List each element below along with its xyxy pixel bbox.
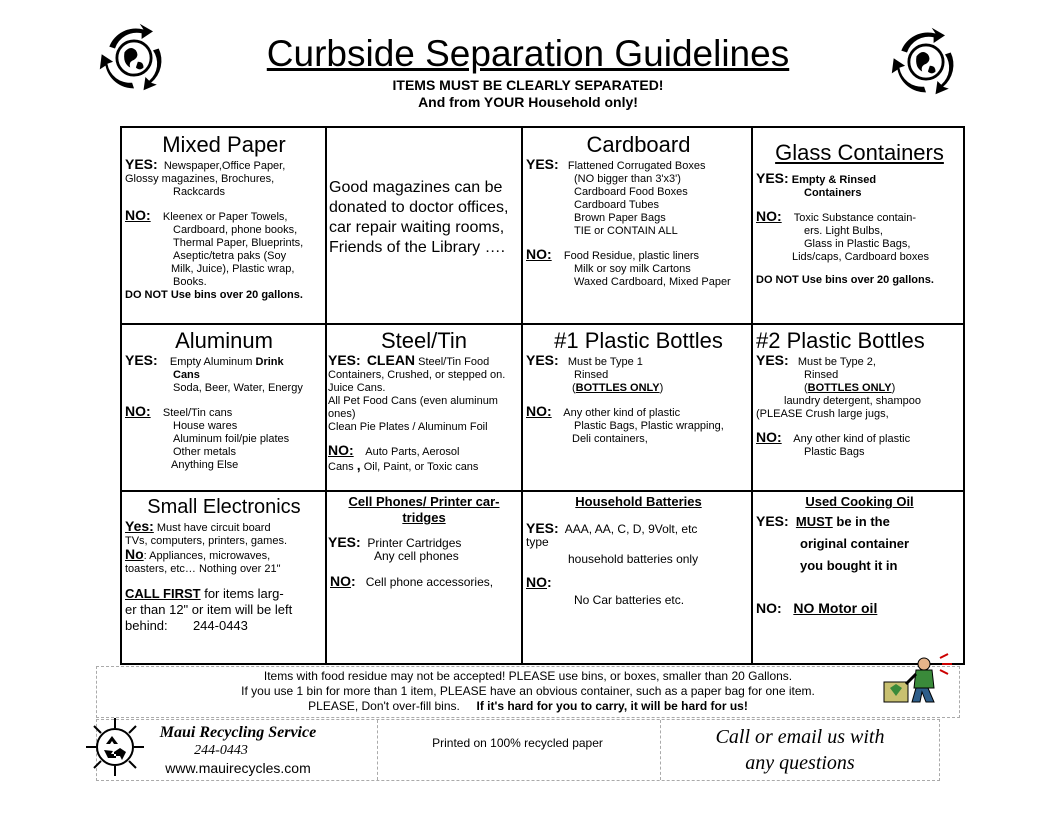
electronics-heading: Small Electronics [147,496,301,518]
mixed-paper-no-2: Cardboard, phone books, [173,224,298,236]
plastic1-paren-close: ) [659,382,664,394]
batteries-no-1: No Car batteries etc. [574,593,685,607]
yes-label: Yes: [125,518,154,534]
steel-tin-section [328,328,520,474]
plastic-2-section [756,328,963,459]
cardboard-no-3: Waxed Cardboard, Mixed Paper [574,276,731,288]
glass-no-2: ers. Light Bulbs, [804,225,883,237]
mixed-paper-note: DO NOT Use bins over 20 gallons. [125,289,303,301]
magazines-note: Good magazines can be donated to doctor offices, car repair waiting rooms, Friends of the Library …. [329,179,509,256]
plastic1-no-3: Deli containers, [572,433,648,445]
plastic2-no-2: Plastic Bags [804,446,865,458]
plastic-1-section [526,328,751,446]
plastic2-no-1: Any other kind of plastic [793,433,911,445]
recycling-worker-icon [880,652,956,708]
aluminum-no-2: House wares [173,420,238,432]
yes-label: YES: [328,352,361,368]
subtitle-household: And from YOUR Household only! [418,94,638,110]
electronics-call-3: behind: [125,618,168,633]
plastic2-yes-1: Must be Type 2, [797,356,876,368]
plastic2-yes-4: laundry detergent, shampoo [784,395,921,407]
steel-no-comma: , [356,457,361,473]
batteries-heading: Household Batteries [575,494,702,509]
oil-yes-2: original container [800,536,910,551]
batteries-no-colon: : [547,574,552,590]
mixed-paper-yes-1: Newspaper,Office Paper, [163,160,286,172]
yes-label: YES: [756,513,789,529]
cardboard-yes-4: Cardboard Tubes [574,199,659,211]
mixed-paper-no-5: Milk, Juice), Plastic wrap, [171,263,295,275]
cooking-oil-section [756,494,963,619]
yes-label: YES: [328,534,361,550]
cardboard-yes-6: TIE or CONTAIN ALL [574,225,678,237]
org-phone: 244-0443 [194,743,248,758]
aluminum-yes-drink: Drink [255,356,284,368]
guidelines-grid [120,126,965,665]
recycled-paper-note: Printed on 100% recycled paper [432,736,603,750]
phones-no-1: Cell phone accessories, [365,575,494,589]
plastic1-yes-2: Rinsed [574,369,609,381]
notice-line-2: If you use 1 bin for more than 1 item, PLEASE have an obvious container, such as a paper bag for one item. [241,684,815,698]
no-label: NO: [526,403,552,419]
mixed-paper-heading: Mixed Paper [162,132,286,157]
steel-clean: CLEAN [366,352,416,368]
cardboard-no-1: Food Residue, plastic liners [563,250,700,262]
plastic-2-heading: #2 Plastic Bottles [756,328,925,353]
no-label: NO: [526,246,552,262]
no-label: NO: [756,429,782,445]
plastic2-paren-open: ( [804,382,808,394]
call-first-label: CALL FIRST [125,586,201,601]
steel-no-1: Auto Parts, Aerosol [365,446,460,458]
electronics-yes-2: TVs, computers, printers, games. [125,535,287,547]
batteries-yes-1: AAA, AA, C, D, 9Volt, etc [564,522,698,536]
notice-line-3b: If it's hard for you to carry, it will be hard for us! [476,699,748,713]
batteries-section [526,494,751,607]
no-label: NO: [125,403,151,419]
phones-heading: Cell Phones/ Printer car-tridges [348,494,500,525]
oil-yes-1: be in the [832,514,890,529]
aluminum-no-4: Other metals [173,446,236,458]
aluminum-yes-3: Soda, Beer, Water, Energy [173,382,303,394]
oil-must: MUST [795,514,833,529]
mixed-paper-yes-3: Rackcards [173,186,225,198]
steel-tin-heading: Steel/Tin [380,328,467,353]
mixed-paper-no-1: Kleenex or Paper Towels, [162,211,288,223]
glass-yes-1: Empty & Rinsed [791,174,877,186]
phones-no-colon: : [351,573,356,589]
sun-recycle-icon [80,716,150,778]
plastic1-no-1: Any other kind of plastic [563,407,681,419]
contact-line-2: any questions [745,752,855,774]
plastic2-yes-5: (PLEASE Crush large jugs, [756,408,889,420]
phones-yes-2: Any cell phones [374,549,459,563]
glass-section [756,140,963,287]
plastic2-yes-2: Rinsed [804,369,839,381]
no-label: NO [330,573,351,589]
electronics-no-2: toasters, etc… Nothing over 21" [125,563,281,575]
glass-note: DO NOT Use bins over 20 gallons. [756,274,934,286]
electronics-no-1: : Appliances, microwaves, [143,550,271,562]
glass-no-4: Lids/caps, Cardboard boxes [792,251,929,263]
cardboard-heading: Cardboard [586,132,691,157]
contact-line-1: Call or email us with [715,726,885,748]
aluminum-heading: Aluminum [175,328,273,353]
cardboard-section [526,132,751,289]
cardboard-no-2: Milk or soy milk Cartons [574,263,691,275]
notice-line-1: Items with food residue may not be accepted! PLEASE use bins, or boxes, smaller than 20 Gallons. [263,669,793,683]
yes-label: YES: [526,352,559,368]
contact-message [660,724,940,776]
batteries-yes-3: household batteries only [568,552,699,566]
mixed-paper-no-6: Books. [173,276,207,288]
glass-yes-2: Containers [804,187,862,199]
glass-no-3: Glass in Plastic Bags, [804,238,911,250]
yes-label: YES: [756,170,789,186]
electronics-phone: 244-0443 [192,618,248,633]
cardboard-yes-3: Cardboard Food Boxes [574,186,688,198]
steel-no-2: Oil, Paint, or Toxic cans [360,461,479,473]
plastic2-paren-close: ) [891,382,896,394]
yes-label: YES: [526,520,559,536]
oil-yes-3: you bought it in [800,558,898,573]
batteries-yes-2: type [526,535,549,549]
notice-box [96,666,960,718]
steel-yes-1: Steel/Tin Food Containers, Crushed, or stepped on. Juice Cans. [328,356,506,394]
subtitle-separated: ITEMS MUST BE CLEARLY SEPARATED! [392,77,664,93]
aluminum-no-1: Steel/Tin cans [162,407,233,419]
oil-no-1: NO Motor oil [793,600,878,616]
no-label: NO: [756,208,782,224]
cardboard-yes-2: (NO bigger than 3'x3') [574,173,681,185]
no-label: NO: [125,207,151,223]
electronics-call-1: for items larg- [200,586,284,601]
steel-yes-2: All Pet Food Cans (even aluminum ones) [328,395,498,420]
cardboard-yes-1: Flattened Corrugated Boxes [567,160,706,172]
page-title: Curbside Separation Guidelines [266,33,790,74]
yes-label: YES: [125,352,158,368]
plastic1-yes-1: Must be Type 1 [567,356,643,368]
yes-label: YES: [125,156,158,172]
electronics-call-2: er than 12" or item will be left [125,602,293,617]
glass-heading: Glass Containers [775,140,944,165]
aluminum-no-3: Aluminum foil/pie plates [173,433,290,445]
yes-label: YES: [526,156,559,172]
cooking-oil-heading: Used Cooking Oil [805,494,914,509]
aluminum-section [125,328,323,472]
yes-label: YES: [756,352,789,368]
org-name: Maui Recycling Service [159,724,317,741]
aluminum-yes-1: Empty Aluminum [169,356,256,368]
mixed-paper-no-4: Aseptic/tetra paks (Soy [173,250,287,262]
electronics-section [125,494,323,634]
steel-yes-3: Clean Pie Plates / Aluminum Foil [328,421,488,433]
cardboard-yes-5: Brown Paper Bags [574,212,666,224]
mixed-paper-no-3: Thermal Paper, Blueprints, [173,237,304,249]
mixed-paper-section [125,132,323,302]
glass-no-1: Toxic Substance contain- [793,212,916,224]
no-label: NO: [328,442,354,458]
aluminum-yes-2: Cans [173,369,200,381]
no-label: NO [526,574,547,590]
plastic1-no-2: Plastic Bags, Plastic wrapping, [574,420,724,432]
no-label: No [125,546,144,562]
plastic1-bottles-only: BOTTLES ONLY [575,382,660,394]
org-website: www.mauirecycles.com [165,760,311,776]
phones-section [328,494,520,589]
plastic-1-heading: #1 Plastic Bottles [554,328,723,353]
mixed-paper-yes-2: Glossy magazines, Brochures, [125,173,275,185]
aluminum-no-5: Anything Else [171,459,239,471]
notice-line-3a: PLEASE, Don't over-fill bins. [308,699,460,713]
phones-yes-1: Printer Cartridges [367,536,462,550]
steel-no-cans: Cans [328,461,354,473]
electronics-yes-1: Must have circuit board [153,522,271,534]
plastic2-bottles-only: BOTTLES ONLY [807,382,892,394]
plastic1-paren-open: ( [572,382,576,394]
no-label: NO: [756,600,782,616]
